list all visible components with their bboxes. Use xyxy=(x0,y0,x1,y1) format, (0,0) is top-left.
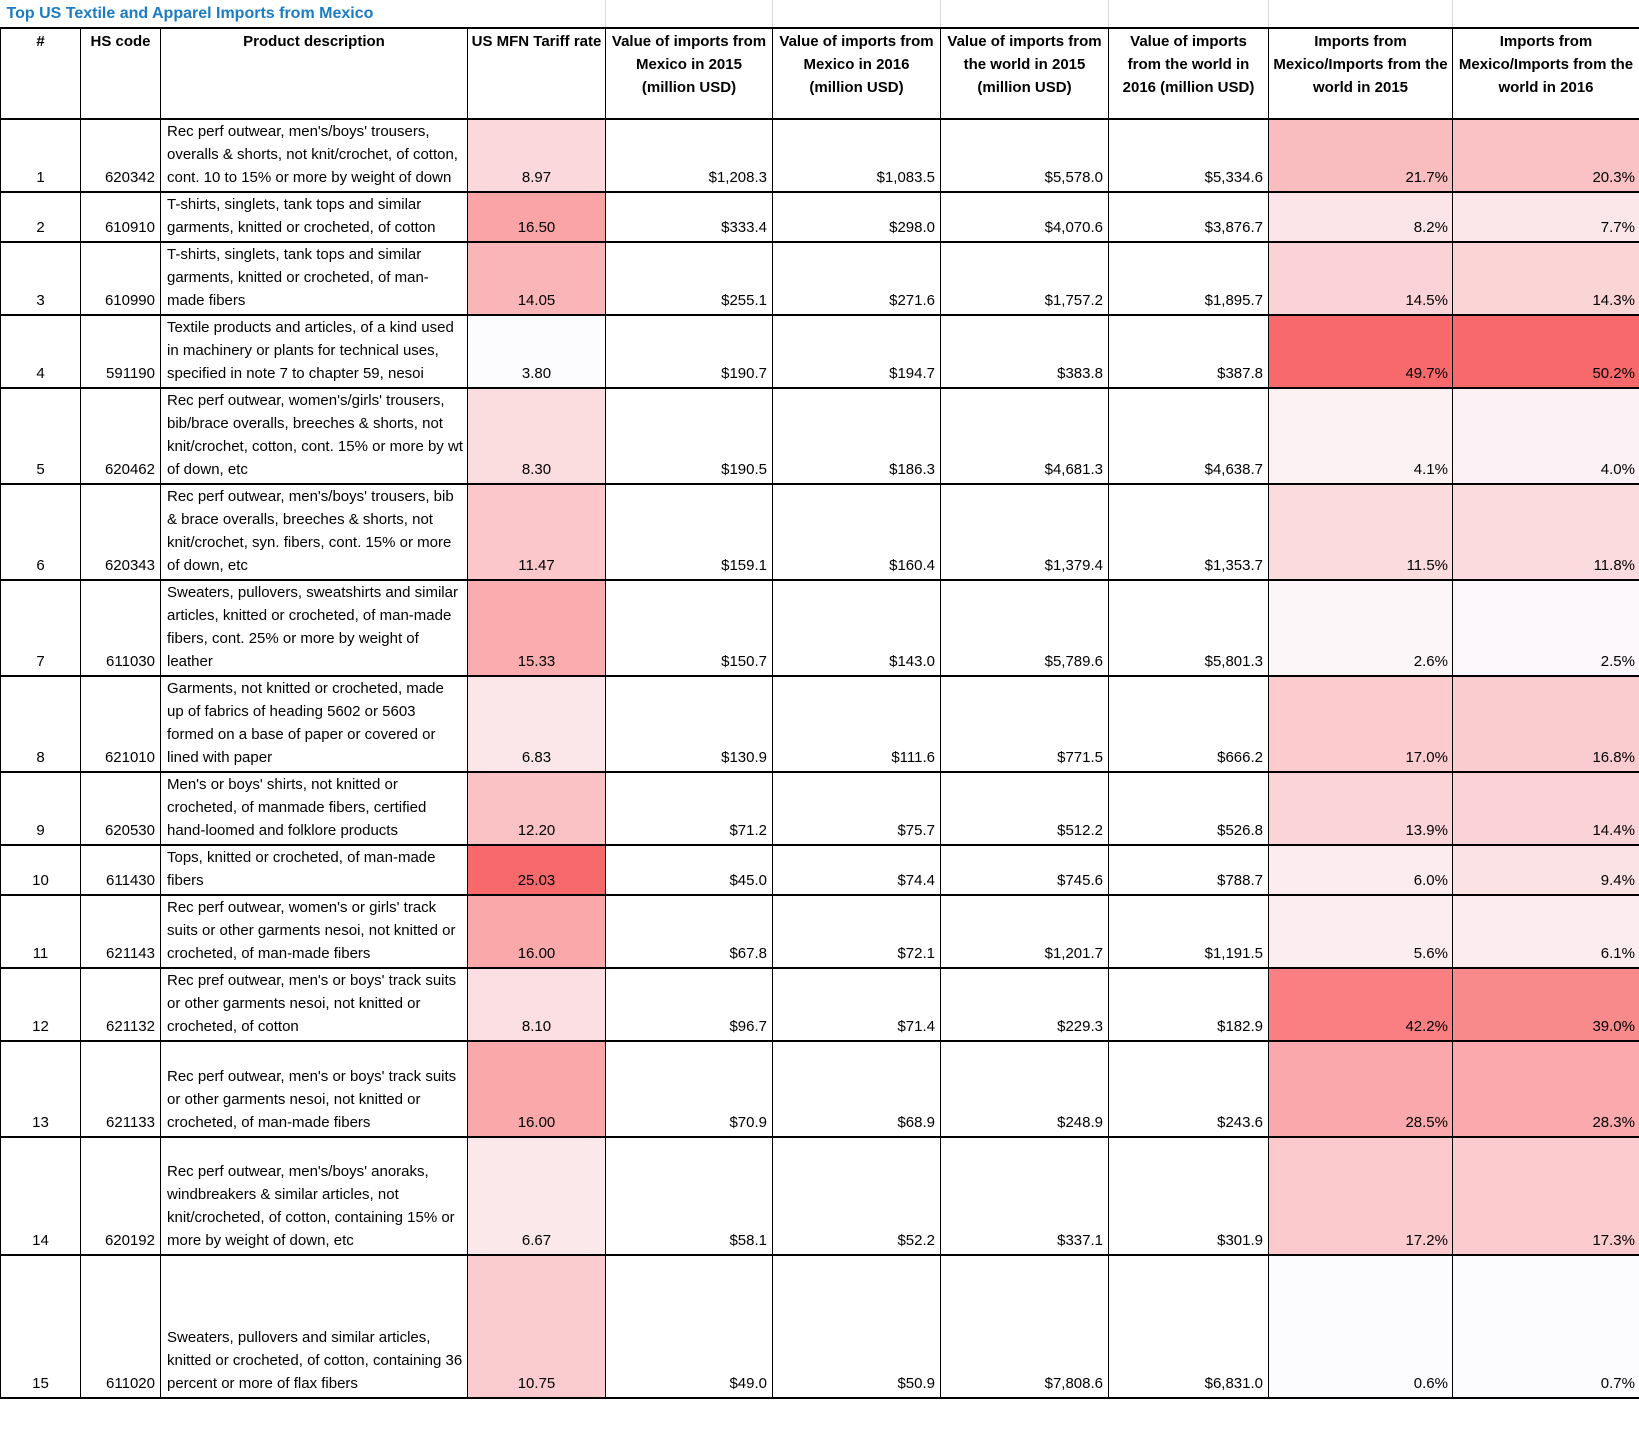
cell-tariff[interactable]: 10.75 xyxy=(468,1255,606,1398)
cell-hs-code[interactable]: 611030 xyxy=(81,580,161,676)
cell-share-2015[interactable]: 6.0% xyxy=(1269,845,1453,895)
table-row xyxy=(1,845,1639,895)
table-row xyxy=(1,1255,1639,1398)
cell-mex-2016[interactable]: $72.1 xyxy=(773,895,941,968)
cell-world-2015[interactable]: $248.9 xyxy=(941,1041,1109,1137)
cell-mex-2015[interactable]: $333.4 xyxy=(606,192,773,242)
cell-tariff[interactable]: 8.97 xyxy=(468,119,606,192)
cell-num[interactable]: 15 xyxy=(1,1255,81,1398)
cell-num[interactable]: 14 xyxy=(1,1137,81,1255)
cell-description[interactable]: Rec perf outwear, men's/boys' trousers, overalls & shorts, not knit/crochet, of cotton, cont. 10 to 15% or more by weight of down xyxy=(161,119,468,192)
cell-mex-2015[interactable]: $150.7 xyxy=(606,580,773,676)
cell-hs-code[interactable]: 611430 xyxy=(81,845,161,895)
cell-mex-2016[interactable]: $52.2 xyxy=(773,1137,941,1255)
table-row xyxy=(1,192,1639,242)
title-gridline-cell xyxy=(1269,0,1453,28)
cell-description[interactable]: Rec perf outwear, men's/boys' anoraks, windbreakers & similar articles, not knit/crocheted, of cotton, containing 15% or more by weight of down, etc xyxy=(161,1137,468,1255)
col-header-imports-mexico-2015[interactable]: Value of imports from Mexico in 2015 (million USD) xyxy=(606,28,773,119)
cell-mex-2016[interactable]: $194.7 xyxy=(773,315,941,388)
cell-hs-code[interactable]: 621143 xyxy=(81,895,161,968)
cell-tariff[interactable]: 16.50 xyxy=(468,192,606,242)
title-gridline-cell xyxy=(941,0,1109,28)
cell-share-2015[interactable]: 11.5% xyxy=(1269,484,1453,580)
cell-world-2016[interactable]: $1,353.7 xyxy=(1109,484,1269,580)
cell-num[interactable]: 1 xyxy=(1,119,81,192)
cell-hs-code[interactable]: 620342 xyxy=(81,119,161,192)
cell-tariff[interactable]: 12.20 xyxy=(468,772,606,845)
cell-share-2015[interactable]: 17.0% xyxy=(1269,676,1453,772)
title-gridline-cell xyxy=(1109,0,1269,28)
table-row xyxy=(1,242,1639,315)
cell-tariff[interactable]: 15.33 xyxy=(468,580,606,676)
cell-description[interactable]: Tops, knitted or crocheted, of man-made fibers xyxy=(161,845,468,895)
cell-description[interactable]: Textile products and articles, of a kind used in machinery or plants for technical uses, specified in note 7 to chapter 59, nesoi xyxy=(161,315,468,388)
cell-hs-code[interactable]: 610910 xyxy=(81,192,161,242)
cell-world-2016[interactable]: $387.8 xyxy=(1109,315,1269,388)
table-row xyxy=(1,119,1639,192)
cell-world-2015[interactable]: $1,379.4 xyxy=(941,484,1109,580)
cell-world-2015[interactable]: $1,201.7 xyxy=(941,895,1109,968)
col-header-imports-world-2016[interactable]: Value of imports from the world in 2016 (million USD) xyxy=(1109,28,1269,119)
cell-mex-2015[interactable]: $70.9 xyxy=(606,1041,773,1137)
cell-description[interactable]: Garments, not knitted or crocheted, made up of fabrics of heading 5602 or 5603 formed on a base of paper or covered or lined with paper xyxy=(161,676,468,772)
cell-mex-2015[interactable]: $190.7 xyxy=(606,315,773,388)
cell-description[interactable]: Sweaters, pullovers and similar articles, knitted or crocheted, of cotton, containing 36 percent or more of flax fibers xyxy=(161,1255,468,1398)
cell-world-2015[interactable]: $229.3 xyxy=(941,968,1109,1041)
table-body xyxy=(1,119,1639,1398)
col-header-share-2015[interactable]: Imports from Mexico/Imports from the world in 2015 xyxy=(1269,28,1453,119)
cell-tariff[interactable]: 8.30 xyxy=(468,388,606,484)
cell-share-2016[interactable]: 20.3% xyxy=(1453,119,1639,192)
table-row xyxy=(1,484,1639,580)
col-header-mfn-tariff-rate[interactable]: US MFN Tariff rate xyxy=(468,28,606,119)
cell-description[interactable]: Sweaters, pullovers, sweatshirts and similar articles, knitted or crocheted, of man-made fibers, cont. 25% or more by weight of leather xyxy=(161,580,468,676)
cell-num[interactable]: 5 xyxy=(1,388,81,484)
cell-mex-2016[interactable]: $143.0 xyxy=(773,580,941,676)
cell-share-2016[interactable]: 4.0% xyxy=(1453,388,1639,484)
cell-num[interactable]: 4 xyxy=(1,315,81,388)
cell-share-2015[interactable]: 8.2% xyxy=(1269,192,1453,242)
cell-share-2016[interactable]: 9.4% xyxy=(1453,845,1639,895)
cell-share-2016[interactable]: 39.0% xyxy=(1453,968,1639,1041)
cell-mex-2015[interactable]: $45.0 xyxy=(606,845,773,895)
cell-world-2016[interactable]: $182.9 xyxy=(1109,968,1269,1041)
col-header-product-description[interactable]: Product description xyxy=(161,28,468,119)
cell-tariff[interactable]: 3.80 xyxy=(468,315,606,388)
table-row xyxy=(1,895,1639,968)
cell-share-2016[interactable]: 50.2% xyxy=(1453,315,1639,388)
cell-hs-code[interactable]: 621132 xyxy=(81,968,161,1041)
cell-share-2015[interactable]: 4.1% xyxy=(1269,388,1453,484)
title-gridline-cell xyxy=(1453,0,1639,28)
cell-description[interactable]: Rec perf outwear, women's or girls' track suits or other garments nesoi, not knitted or crocheted, of man-made fibers xyxy=(161,895,468,968)
table-row xyxy=(1,580,1639,676)
table-row xyxy=(1,1041,1639,1137)
cell-world-2016[interactable]: $243.6 xyxy=(1109,1041,1269,1137)
cell-mex-2015[interactable]: $190.5 xyxy=(606,388,773,484)
cell-tariff[interactable]: 11.47 xyxy=(468,484,606,580)
cell-hs-code[interactable]: 620343 xyxy=(81,484,161,580)
cell-hs-code[interactable]: 620530 xyxy=(81,772,161,845)
cell-world-2016[interactable]: $1,191.5 xyxy=(1109,895,1269,968)
cell-num[interactable]: 10 xyxy=(1,845,81,895)
cell-share-2016[interactable]: 14.3% xyxy=(1453,242,1639,315)
cell-num[interactable]: 9 xyxy=(1,772,81,845)
cell-tariff[interactable]: 6.67 xyxy=(468,1137,606,1255)
col-header-hs-code[interactable]: HS code xyxy=(81,28,161,119)
cell-share-2016[interactable]: 6.1% xyxy=(1453,895,1639,968)
cell-world-2015[interactable]: $337.1 xyxy=(941,1137,1109,1255)
cell-num[interactable]: 6 xyxy=(1,484,81,580)
cell-tariff[interactable]: 25.03 xyxy=(468,845,606,895)
cell-mex-2015[interactable]: $67.8 xyxy=(606,895,773,968)
cell-num[interactable]: 3 xyxy=(1,242,81,315)
cell-share-2015[interactable]: 49.7% xyxy=(1269,315,1453,388)
cell-share-2015[interactable]: 2.6% xyxy=(1269,580,1453,676)
cell-world-2016[interactable]: $6,831.0 xyxy=(1109,1255,1269,1398)
table-row xyxy=(1,772,1639,845)
cell-mex-2016[interactable]: $68.9 xyxy=(773,1041,941,1137)
cell-hs-code[interactable]: 620462 xyxy=(81,388,161,484)
cell-mex-2015[interactable]: $71.2 xyxy=(606,772,773,845)
table-row xyxy=(1,968,1639,1041)
cell-world-2015[interactable]: $1,757.2 xyxy=(941,242,1109,315)
cell-mex-2016[interactable]: $186.3 xyxy=(773,388,941,484)
cell-share-2015[interactable]: 5.6% xyxy=(1269,895,1453,968)
cell-num[interactable]: 11 xyxy=(1,895,81,968)
cell-description[interactable]: Rec perf outwear, women's/girls' trousers, bib/brace overalls, breeches & shorts, not knit/crochet, cotton, cont. 15% or more by wt of down, etc xyxy=(161,388,468,484)
cell-world-2015[interactable]: $512.2 xyxy=(941,772,1109,845)
cell-mex-2015[interactable]: $49.0 xyxy=(606,1255,773,1398)
col-header-imports-world-2015[interactable]: Value of imports from the world in 2015 (million USD) xyxy=(941,28,1109,119)
cell-hs-code[interactable]: 620192 xyxy=(81,1137,161,1255)
cell-mex-2016[interactable]: $271.6 xyxy=(773,242,941,315)
cell-world-2016[interactable]: $526.8 xyxy=(1109,772,1269,845)
cell-mex-2016[interactable]: $160.4 xyxy=(773,484,941,580)
cell-num[interactable]: 8 xyxy=(1,676,81,772)
cell-num[interactable]: 13 xyxy=(1,1041,81,1137)
cell-share-2015[interactable]: 42.2% xyxy=(1269,968,1453,1041)
page-title[interactable]: Top US Textile and Apparel Imports from Mexico xyxy=(1,0,468,28)
cell-world-2015[interactable]: $771.5 xyxy=(941,676,1109,772)
cell-mex-2015[interactable]: $130.9 xyxy=(606,676,773,772)
cell-mex-2016[interactable]: $74.4 xyxy=(773,845,941,895)
cell-tariff[interactable]: 6.83 xyxy=(468,676,606,772)
header-row xyxy=(1,28,1639,119)
cell-share-2016[interactable]: 7.7% xyxy=(1453,192,1639,242)
cell-hs-code[interactable]: 610990 xyxy=(81,242,161,315)
cell-share-2016[interactable]: 11.8% xyxy=(1453,484,1639,580)
cell-world-2016[interactable]: $5,801.3 xyxy=(1109,580,1269,676)
cell-description[interactable]: Rec perf outwear, men's/boys' trousers, bib & brace overalls, breeches & shorts, not knit/crochet, syn. fibers, cont. 15% or more of down, etc xyxy=(161,484,468,580)
cell-num[interactable]: 2 xyxy=(1,192,81,242)
cell-share-2016[interactable]: 28.3% xyxy=(1453,1041,1639,1137)
cell-num[interactable]: 12 xyxy=(1,968,81,1041)
cell-share-2015[interactable]: 14.5% xyxy=(1269,242,1453,315)
col-header-imports-mexico-2016[interactable]: Value of imports from Mexico in 2016 (million USD) xyxy=(773,28,941,119)
cell-world-2016[interactable]: $5,334.6 xyxy=(1109,119,1269,192)
cell-world-2015[interactable]: $4,070.6 xyxy=(941,192,1109,242)
cell-share-2016[interactable]: 14.4% xyxy=(1453,772,1639,845)
table-row xyxy=(1,388,1639,484)
table-row xyxy=(1,1137,1639,1255)
cell-share-2015[interactable]: 17.2% xyxy=(1269,1137,1453,1255)
cell-share-2016[interactable]: 2.5% xyxy=(1453,580,1639,676)
cell-world-2016[interactable]: $1,895.7 xyxy=(1109,242,1269,315)
cell-mex-2015[interactable]: $96.7 xyxy=(606,968,773,1041)
cell-description[interactable]: Rec perf outwear, men's or boys' track suits or other garments nesoi, not knitted or crocheted, of man-made fibers xyxy=(161,1041,468,1137)
cell-world-2015[interactable]: $5,578.0 xyxy=(941,119,1109,192)
title-gridline-cell xyxy=(606,0,773,28)
cell-mex-2015[interactable]: $159.1 xyxy=(606,484,773,580)
cell-share-2015[interactable]: 0.6% xyxy=(1269,1255,1453,1398)
cell-description[interactable]: T-shirts, singlets, tank tops and similar garments, knitted or crocheted, of cotton xyxy=(161,192,468,242)
cell-share-2015[interactable]: 13.9% xyxy=(1269,772,1453,845)
cell-share-2015[interactable]: 28.5% xyxy=(1269,1041,1453,1137)
title-gridline-cell xyxy=(468,0,606,28)
cell-world-2016[interactable]: $666.2 xyxy=(1109,676,1269,772)
cell-share-2016[interactable]: 16.8% xyxy=(1453,676,1639,772)
cell-world-2015[interactable]: $5,789.6 xyxy=(941,580,1109,676)
cell-tariff[interactable]: 14.05 xyxy=(468,242,606,315)
col-header-number[interactable]: # xyxy=(1,28,81,119)
cell-mex-2016[interactable]: $111.6 xyxy=(773,676,941,772)
cell-mex-2016[interactable]: $75.7 xyxy=(773,772,941,845)
cell-hs-code[interactable]: 621010 xyxy=(81,676,161,772)
cell-world-2016[interactable]: $788.7 xyxy=(1109,845,1269,895)
cell-share-2015[interactable]: 21.7% xyxy=(1269,119,1453,192)
cell-num[interactable]: 7 xyxy=(1,580,81,676)
cell-description[interactable]: Rec pref outwear, men's or boys' track suits or other garments nesoi, not knitted or crocheted, of cotton xyxy=(161,968,468,1041)
cell-tariff[interactable]: 16.00 xyxy=(468,895,606,968)
cell-mex-2016[interactable]: $50.9 xyxy=(773,1255,941,1398)
cell-share-2016[interactable]: 0.7% xyxy=(1453,1255,1639,1398)
cell-tariff[interactable]: 8.10 xyxy=(468,968,606,1041)
title-row xyxy=(1,0,1639,28)
cell-mex-2016[interactable]: $298.0 xyxy=(773,192,941,242)
cell-share-2016[interactable]: 17.3% xyxy=(1453,1137,1639,1255)
cell-tariff[interactable]: 16.00 xyxy=(468,1041,606,1137)
col-header-share-2016[interactable]: Imports from Mexico/Imports from the world in 2016 xyxy=(1453,28,1639,119)
cell-world-2016[interactable]: $3,876.7 xyxy=(1109,192,1269,242)
cell-mex-2016[interactable]: $1,083.5 xyxy=(773,119,941,192)
cell-mex-2015[interactable]: $1,208.3 xyxy=(606,119,773,192)
cell-description[interactable]: Men's or boys' shirts, not knitted or crocheted, of manmade fibers, certified hand-loomed and folklore products xyxy=(161,772,468,845)
cell-world-2016[interactable]: $301.9 xyxy=(1109,1137,1269,1255)
cell-mex-2015[interactable]: $255.1 xyxy=(606,242,773,315)
cell-world-2015[interactable]: $745.6 xyxy=(941,845,1109,895)
table-row xyxy=(1,676,1639,772)
cell-description[interactable]: T-shirts, singlets, tank tops and similar garments, knitted or crocheted, of man-made fibers xyxy=(161,242,468,315)
cell-world-2015[interactable]: $7,808.6 xyxy=(941,1255,1109,1398)
cell-hs-code[interactable]: 621133 xyxy=(81,1041,161,1137)
title-gridline-cell xyxy=(773,0,941,28)
table-row xyxy=(1,315,1639,388)
cell-world-2016[interactable]: $4,638.7 xyxy=(1109,388,1269,484)
cell-world-2015[interactable]: $383.8 xyxy=(941,315,1109,388)
cell-world-2015[interactable]: $4,681.3 xyxy=(941,388,1109,484)
cell-hs-code[interactable]: 591190 xyxy=(81,315,161,388)
cell-mex-2015[interactable]: $58.1 xyxy=(606,1137,773,1255)
cell-mex-2016[interactable]: $71.4 xyxy=(773,968,941,1041)
cell-hs-code[interactable]: 611020 xyxy=(81,1255,161,1398)
